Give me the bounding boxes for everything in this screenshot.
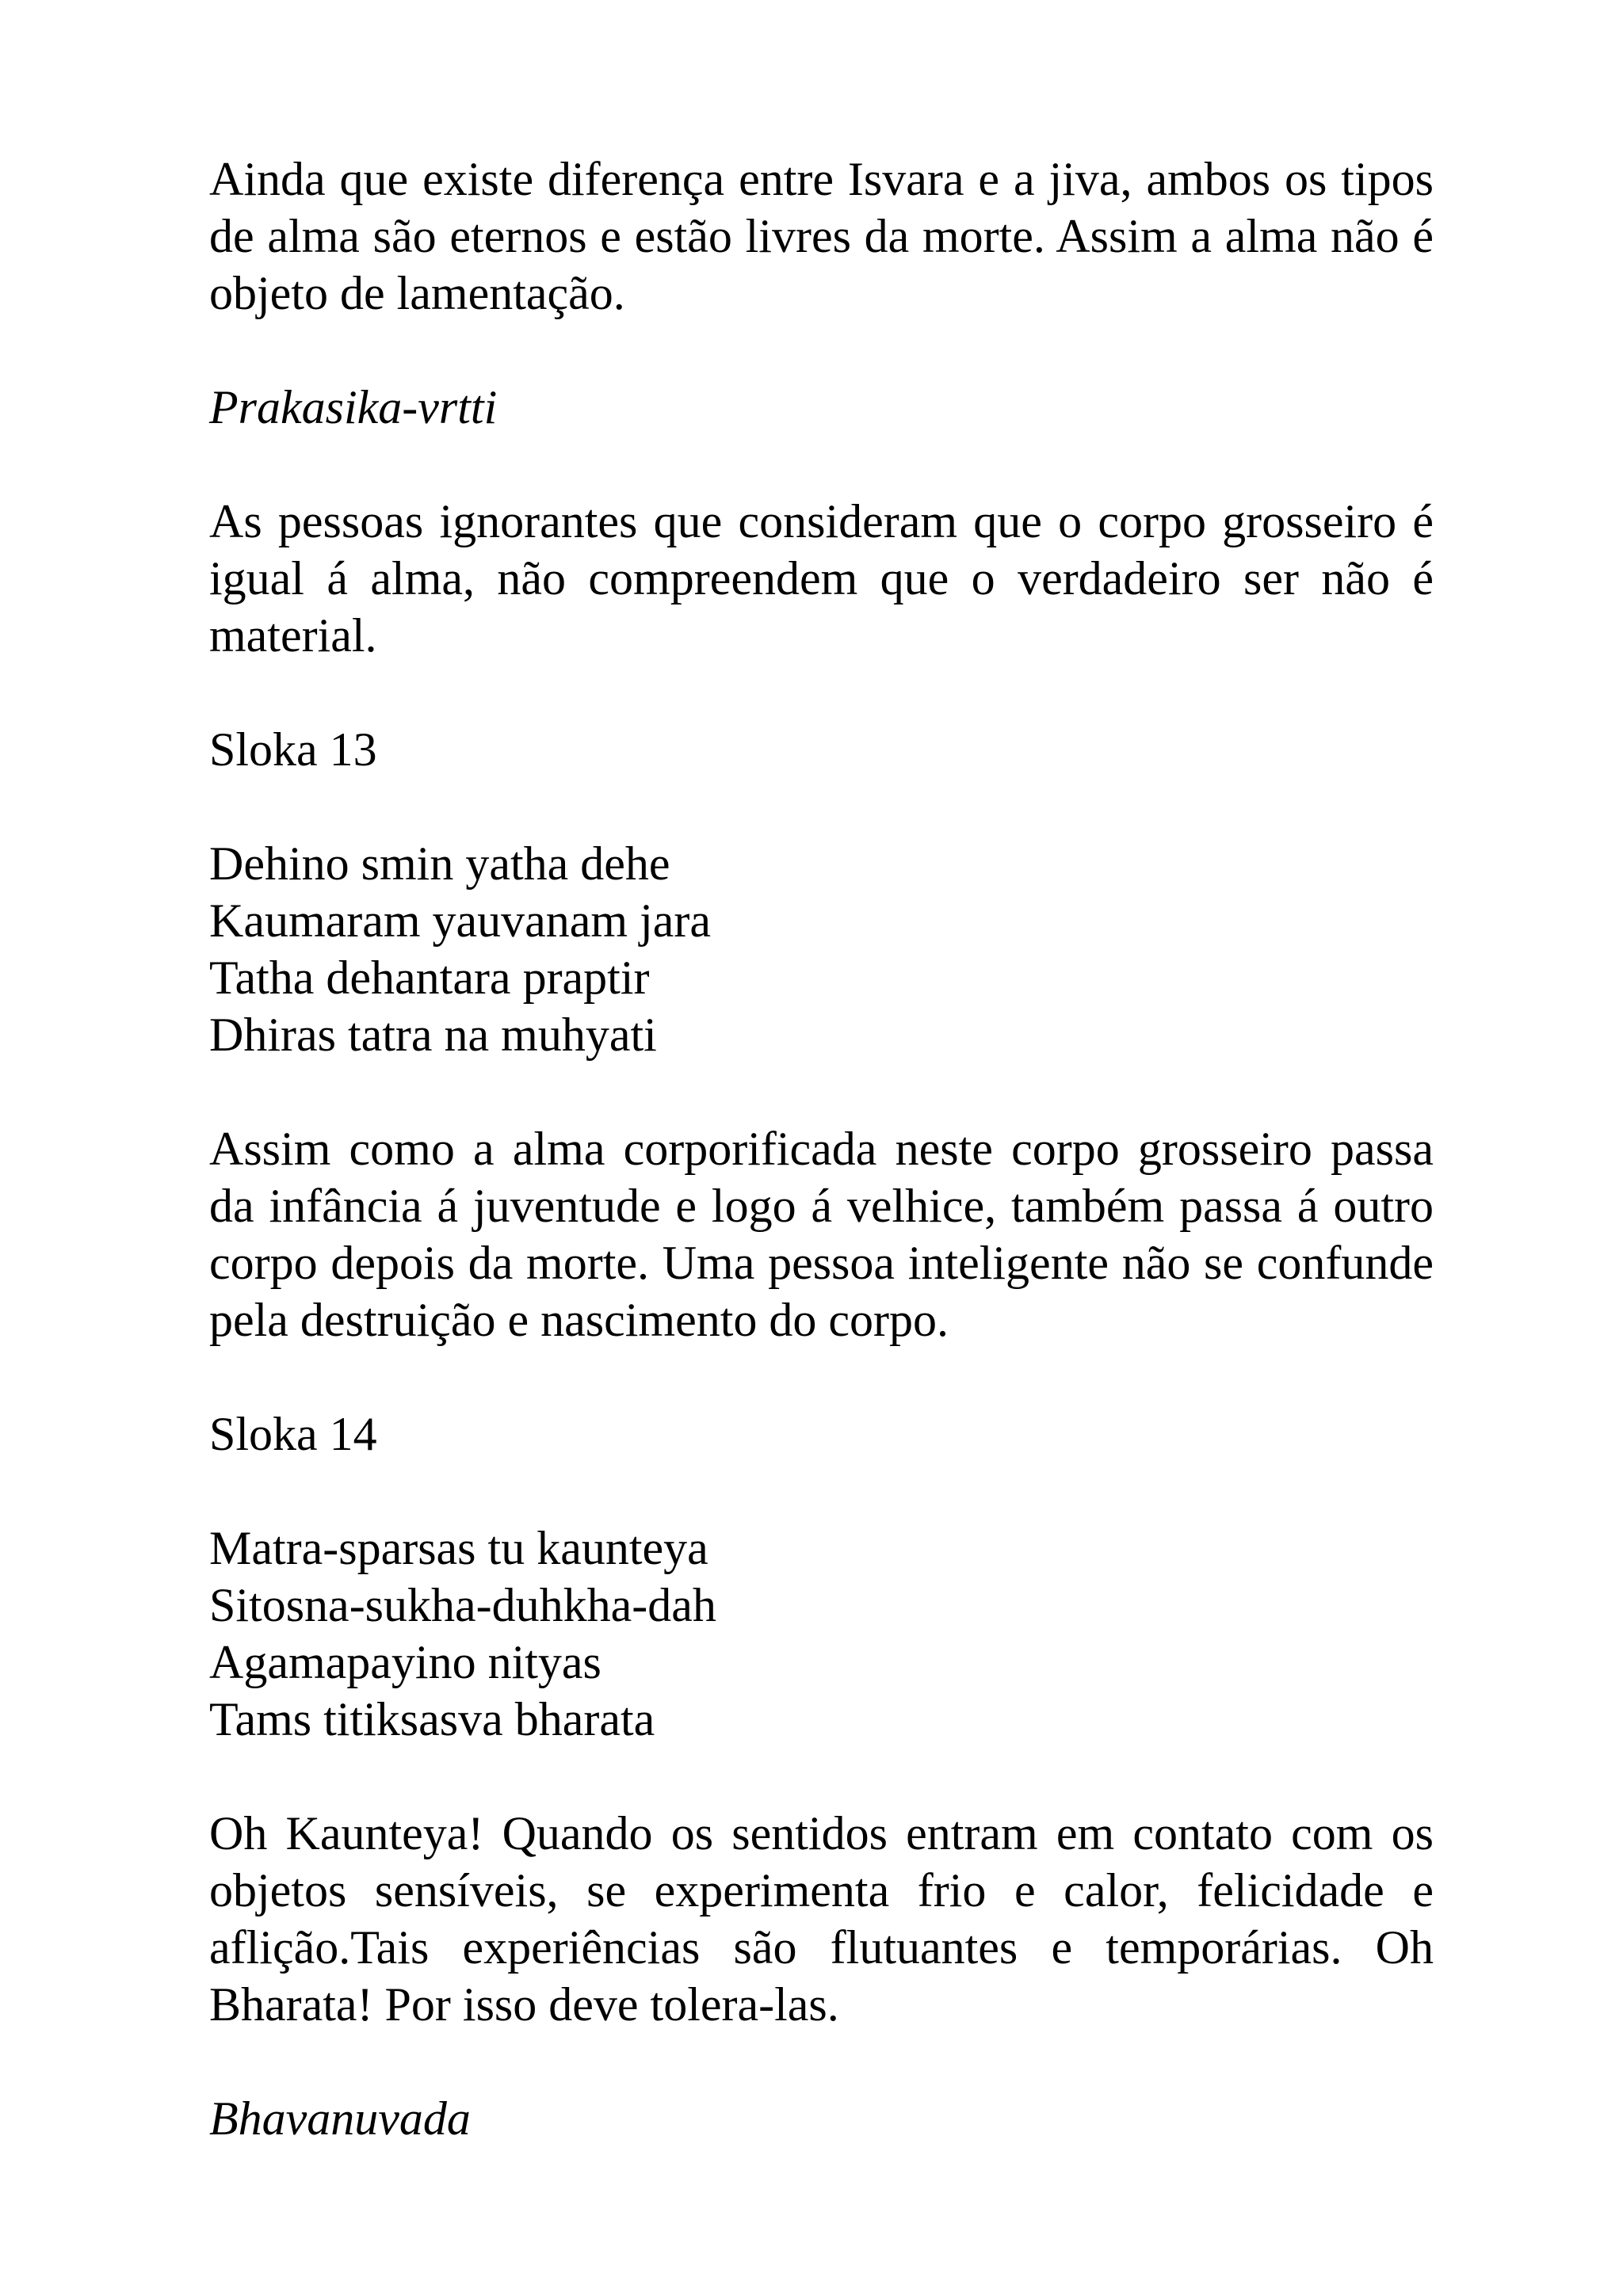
verse-line: Dehino smin yatha dehe xyxy=(209,837,670,890)
heading-sloka-13: Sloka 13 xyxy=(209,723,377,776)
verse-sloka-13 xyxy=(209,835,1434,1063)
verse-line: Sitosna-sukha-duhkha-dah xyxy=(209,1579,716,1631)
paragraph-isvara-jiva: Ainda que existe diferença entre Isvara e a jiva, ambos os tipos de alma são eternos e estão livres da morte. Assim a alma não é objeto de lamentação. xyxy=(209,153,1434,319)
verse-line: Matra-sparsas tu kaunteya xyxy=(209,1522,708,1574)
paragraph-sloka-13-translation: Assim como a alma corporificada neste corpo grosseiro passa da infância á juventude e logo á velhice, também passa á outro corpo depois da morte. Uma pessoa inteligente não se confunde pela destruição e nascimento do corpo. xyxy=(209,1123,1434,1346)
verse-line: Agamapayino nityas xyxy=(209,1636,601,1688)
verse-line: Dhiras tatra na muhyati xyxy=(209,1009,657,1061)
paragraph-ignorant-persons: As pessoas ignorantes que consideram que o corpo grosseiro é igual á alma, não compreendem que o verdadeiro ser não é material. xyxy=(209,495,1434,662)
heading-bhavanuvada: Bhavanuvada xyxy=(209,2092,471,2145)
verse-line: Tatha dehantara praptir xyxy=(209,952,650,1004)
verse-line: Tams titiksasva bharata xyxy=(209,1693,655,1745)
paragraph-sloka-14-translation: Oh Kaunteya! Quando os sentidos entram em contato com os objetos sensíveis, se experimenta frio e calor, felicidade e aflição.Tais experiências são flutuantes e temporárias. Oh Bharata! Por isso deve tolera-las. xyxy=(209,1807,1434,2031)
verse-line: Kaumaram yauvanam jara xyxy=(209,894,712,947)
heading-prakasika-vrtti: Prakasika-vrtti xyxy=(209,381,498,433)
heading-sloka-14: Sloka 14 xyxy=(209,1408,377,1460)
verse-sloka-14 xyxy=(209,1520,1434,1748)
document-page xyxy=(209,151,1434,2147)
